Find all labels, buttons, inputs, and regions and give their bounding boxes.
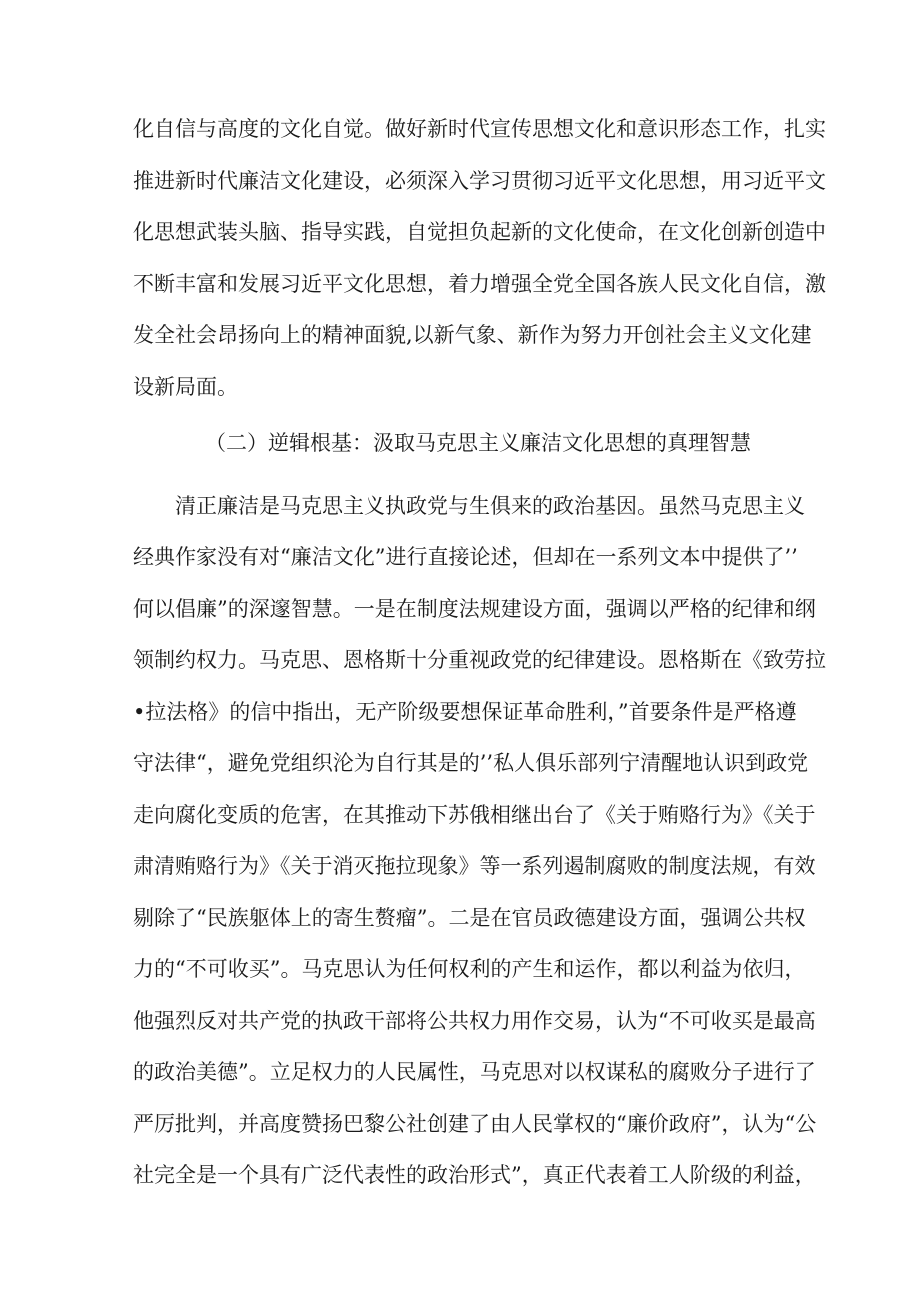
paragraph-2-line-13: 严厉批判，并高度赞扬巴黎公社创建了由人民掌权的“廉价政府”，认为“公 [133,1112,817,1136]
section-heading: （二）逆辑根基：汲取马克思主义廉洁文化思想的真理智慧 [205,431,751,455]
paragraph-1-line-3: 化思想武装头脑、指导实践，自觉担负起新的文化使命，在文化创新创造中 [133,220,826,244]
paragraph-2-line-8: 肃清贿赂行为》《关于消灭拖拉现象》等一系列遏制腐败的制度法规，有效 [133,854,816,878]
paragraph-2-line-14: 社完全是一个具有广泛代表性的政治形式”，真正代表着工人阶级的利益， [133,1163,816,1187]
paragraph-2-line-5: •拉法格》的信中指出，无产阶级要想保证革命胜利，”首要条件是严格遵 [133,700,797,724]
paragraph-1-line-1: 化自信与高度的文化自觉。做好新时代宣传思想文化和意识形态工作，扎实 [133,117,826,141]
paragraph-2-line-7: 走向腐化变质的危害，在其推动下苏俄相继出台了《关于贿赂行为》《关于 [133,803,816,827]
paragraph-2-line-4: 领制约权力。马克思、恩格斯十分重视政党的纪律建设。恩格斯在《致劳拉 [133,648,826,672]
paragraph-2-line-1: 清正廉洁是马克思主义执政党与生俱来的政治基因。虽然马克思主义 [175,494,805,518]
paragraph-2-line-11: 他强烈反对共产党的执政干部将公共权力用作交易，认为“不可收买是最高 [133,1009,816,1033]
paragraph-1-line-2: 推进新时代廉洁文化建设，必须深入学习贯彻习近平文化思想，用习近平文 [133,169,826,193]
paragraph-2-line-3: 何以倡廉”的深邃智慧。一是在制度法规建设方面，强调以严格的纪律和纲 [133,597,816,621]
paragraph-2-line-6: 守法律“，避免党组织沦为自行其是的’’私人俱乐部列宁清醒地认识到政党 [133,751,809,775]
paragraph-2-line-10: 力的“不可收买”。马克思认为任何权利的产生和运作，都以利益为依归， [133,957,806,981]
paragraph-2-line-2: 经典作家没有对“廉洁文化”进行直接论述，但却在一系列文本中提供了’’ [133,545,798,569]
paragraph-1-line-6: 设新局面。 [133,375,238,399]
paragraph-1-line-4: 不断丰富和发展习近平文化思想，着力增强全党全国各族人民文化自信，激 [133,272,826,296]
paragraph-2-line-12: 的政治美德”。立足权力的人民属性，马克思对以权谋私的腐败分子进行了 [133,1060,816,1084]
paragraph-1-line-5: 发全社会昂扬向上的精神面貌,以新气象、新作为努力开创社会主义文化建 [133,323,812,347]
paragraph-2-line-9: 剔除了“民族躯体上的寄生赘瘤”。二是在官员政德建设方面，强调公共权 [133,906,806,930]
